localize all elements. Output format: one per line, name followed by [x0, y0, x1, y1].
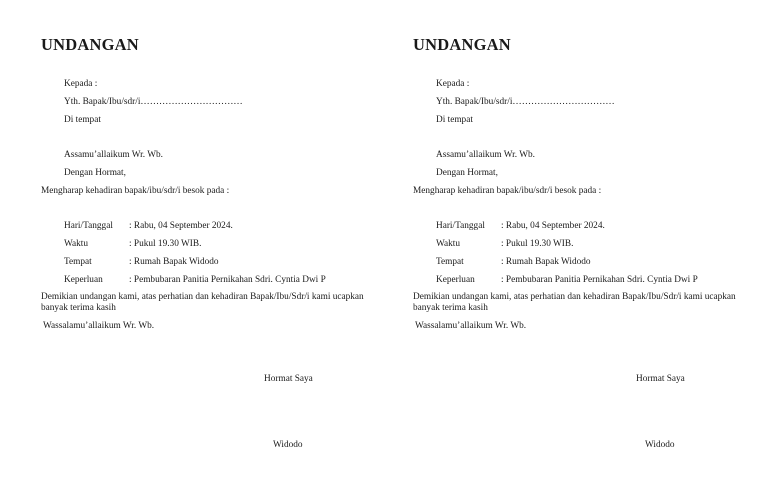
salutation: Dengan Hormat,: [64, 168, 126, 178]
signoff: Hormat Saya: [636, 374, 685, 384]
signoff: Hormat Saya: [264, 374, 313, 384]
invitation-title: UNDANGAN: [413, 35, 511, 54]
recipient-tempat: Di tempat: [64, 115, 101, 125]
detail-label-purpose: Keperluan: [64, 275, 103, 285]
detail-value-place: : Rumah Bapak Widodo: [501, 257, 591, 267]
farewell: Wassalamu’allaikum Wr. Wb.: [43, 321, 155, 331]
farewell: Wassalamu’allaikum Wr. Wb.: [415, 321, 527, 331]
closing-paragraph: Demikian undangan kami, atas perhatian dan kehadiran Bapak/Ibu/Sdr/i kami ucapkan banyak terima kasih: [413, 292, 736, 313]
detail-label-time: Waktu: [436, 239, 461, 249]
detail-label-date: Hari/Tanggal: [436, 221, 485, 231]
detail-label-date: Hari/Tanggal: [64, 221, 113, 231]
invitation-page-right: [413, 0, 768, 503]
recipient-yth: Yth. Bapak/Ibu/sdr/i……………………………: [436, 97, 615, 107]
detail-value-time: : Pukul 19.30 WIB.: [129, 239, 202, 249]
detail-label-place: Tempat: [436, 257, 464, 267]
detail-value-time: : Pukul 19.30 WIB.: [501, 239, 574, 249]
detail-value-place: : Rumah Bapak Widodo: [129, 257, 219, 267]
greeting: Assamu’allaikum Wr. Wb.: [64, 150, 163, 160]
detail-label-time: Waktu: [64, 239, 89, 249]
detail-value-purpose: : Pembubaran Panitia Pernikahan Sdri. Cyntia Dwi P: [129, 275, 326, 285]
invitation-page-left: [41, 0, 401, 503]
detail-label-purpose: Keperluan: [436, 275, 475, 285]
signer-name: Widodo: [645, 440, 675, 450]
recipient-yth: Yth. Bapak/Ibu/sdr/i……………………………: [64, 97, 243, 107]
detail-value-purpose: : Pembubaran Panitia Pernikahan Sdri. Cyntia Dwi P: [501, 275, 698, 285]
detail-value-date: : Rabu, 04 September 2024.: [501, 221, 605, 231]
greeting: Assamu’allaikum Wr. Wb.: [436, 150, 535, 160]
recipient-kepada: Kepada :: [436, 79, 470, 89]
intro-text: Mengharap kehadiran bapak/ibu/sdr/i besok pada :: [413, 186, 602, 196]
detail-label-place: Tempat: [64, 257, 92, 267]
intro-text: Mengharap kehadiran bapak/ibu/sdr/i besok pada :: [41, 186, 230, 196]
signer-name: Widodo: [273, 440, 303, 450]
recipient-kepada: Kepada :: [64, 79, 98, 89]
recipient-tempat: Di tempat: [436, 115, 473, 125]
salutation: Dengan Hormat,: [436, 168, 498, 178]
closing-paragraph: Demikian undangan kami, atas perhatian dan kehadiran Bapak/Ibu/Sdr/i kami ucapkan banyak terima kasih: [41, 292, 364, 313]
invitation-title: UNDANGAN: [41, 35, 139, 54]
detail-value-date: : Rabu, 04 September 2024.: [129, 221, 233, 231]
